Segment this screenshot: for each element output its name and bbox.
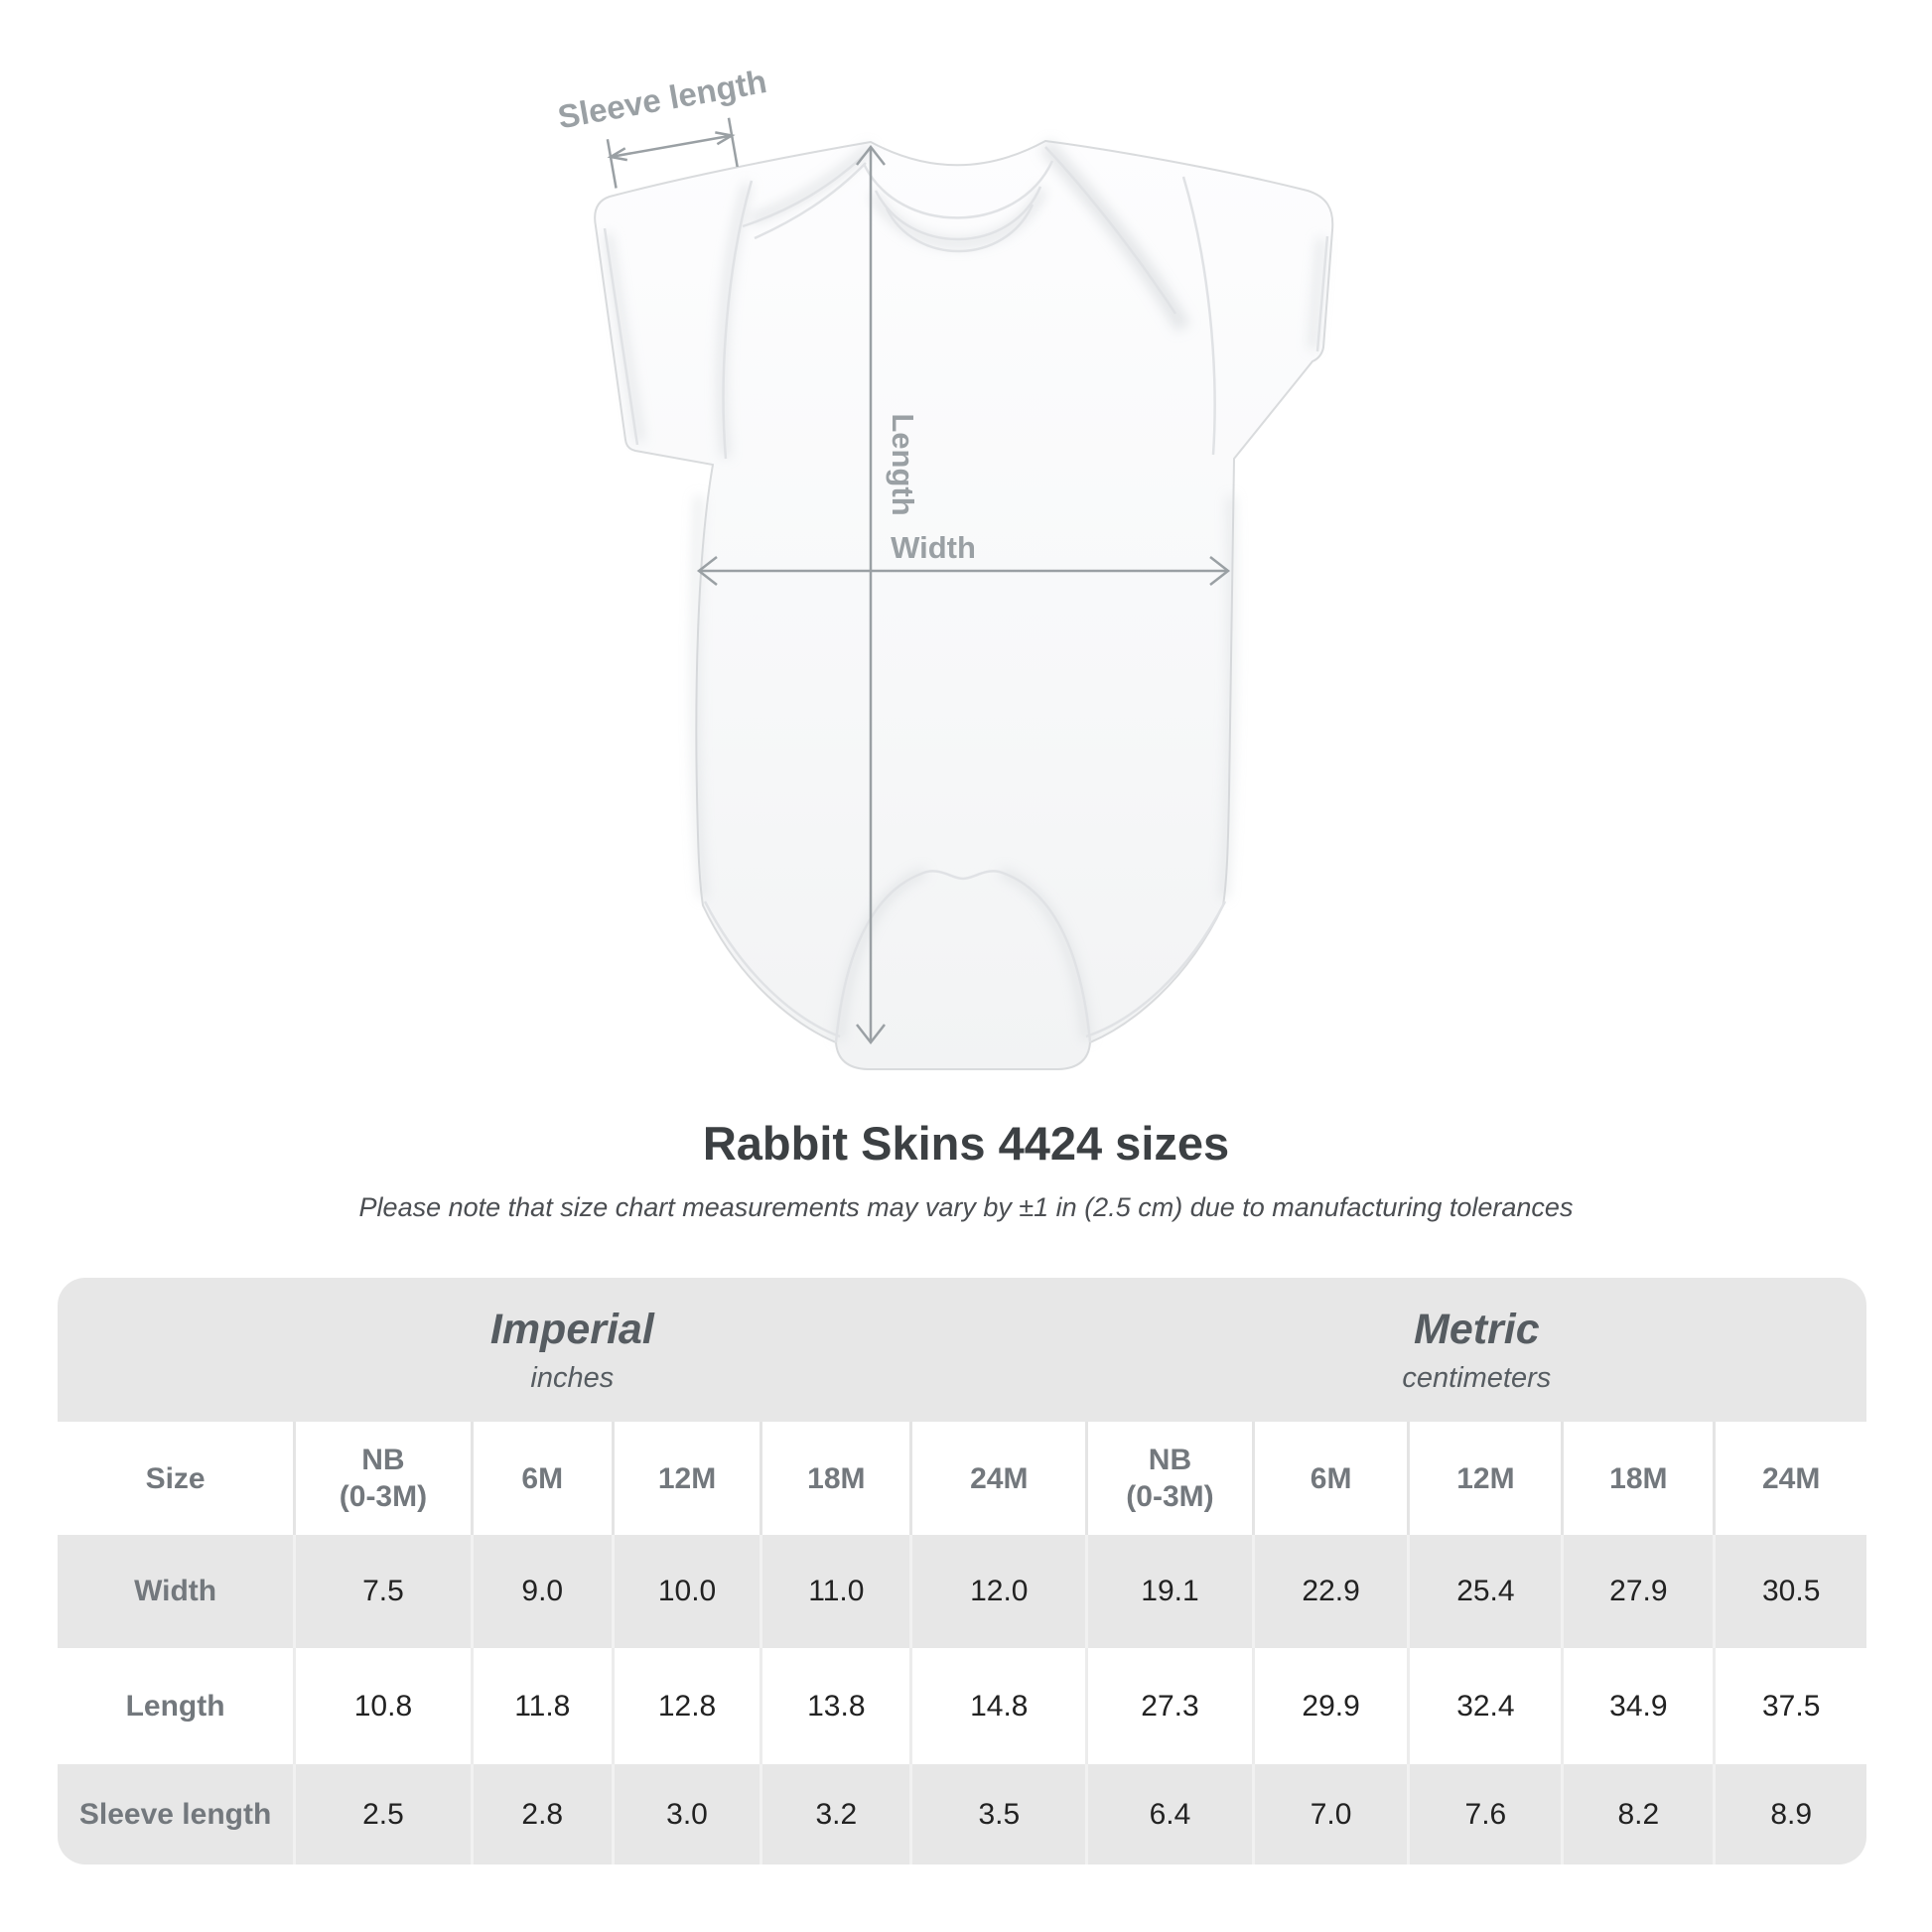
value-cell: 34.9 [1563,1648,1715,1764]
size-name: NB [361,1444,405,1476]
value-cell: 7.0 [1253,1764,1409,1864]
value-cell: 9.0 [472,1535,613,1648]
value-cell: 3.0 [613,1764,760,1864]
table-row-length [58,1648,1866,1764]
sleeve-length-label: Sleeve length [555,62,769,136]
size-name: NB [1148,1444,1192,1476]
page-title: Rabbit Skins 4424 sizes [702,1117,1230,1170]
col-header-imperial-nb [295,1422,473,1535]
row-label: Length [58,1648,295,1764]
row-label: Sleeve length [58,1764,295,1864]
value-cell: 10.0 [613,1535,760,1648]
col-header-metric-24m [1715,1422,1866,1535]
value-cell: 27.3 [1087,1648,1254,1764]
onesie-silhouette [595,141,1332,1069]
size-name: 6M [521,1461,564,1495]
size-name: 18M [1609,1461,1668,1495]
value-cell: 25.4 [1409,1535,1563,1648]
value-cell: 3.5 [911,1764,1087,1864]
metric-unit: centimeters [1402,1361,1552,1394]
width-label: Width [891,530,976,565]
col-header-metric-nb [1087,1422,1254,1535]
value-cell: 6.4 [1087,1764,1254,1864]
col-header-metric-12m [1409,1422,1563,1535]
value-cell: 22.9 [1253,1535,1409,1648]
value-cell: 12.0 [911,1535,1087,1648]
size-column-label: Size [58,1422,295,1535]
metric-title: Metric [1414,1305,1540,1353]
col-header-metric-18m [1563,1422,1715,1535]
metric-section-header [1087,1278,1866,1422]
col-header-imperial-24m [911,1422,1087,1535]
size-name: 24M [1762,1461,1821,1495]
size-name: 24M [970,1461,1029,1495]
col-header-imperial-6m [472,1422,613,1535]
size-range: (0-3M) [339,1480,428,1513]
unit-section-row [58,1278,1866,1422]
value-cell: 10.8 [295,1648,473,1764]
value-cell: 14.8 [911,1648,1087,1764]
length-label: Length [886,413,920,516]
tolerance-note: Please note that size chart measurements may vary by ±1 in (2.5 cm) due to manufacturing tolerances [358,1192,1574,1222]
imperial-section-header [58,1278,1087,1422]
value-cell: 27.9 [1563,1535,1715,1648]
size-name: 6M [1310,1461,1352,1495]
value-cell: 2.5 [295,1764,473,1864]
value-cell: 30.5 [1715,1535,1866,1648]
value-cell: 37.5 [1715,1648,1866,1764]
table-row-sleeve-length [58,1764,1866,1864]
imperial-unit: inches [530,1361,615,1394]
size-columns-row [58,1422,1866,1535]
value-cell: 12.8 [613,1648,760,1764]
table-row-width [58,1535,1866,1648]
value-cell: 19.1 [1087,1535,1254,1648]
size-name: 18M [807,1461,866,1495]
col-header-imperial-12m [613,1422,760,1535]
value-cell: 7.5 [295,1535,473,1648]
size-name: 12M [657,1461,717,1495]
value-cell: 8.2 [1563,1764,1715,1864]
size-name: 12M [1456,1461,1515,1495]
imperial-title: Imperial [489,1305,654,1353]
value-cell: 29.9 [1253,1648,1409,1764]
col-header-imperial-18m [761,1422,911,1535]
row-label: Width [58,1535,295,1648]
col-header-metric-6m [1253,1422,1409,1535]
value-cell: 13.8 [761,1648,911,1764]
size-range: (0-3M) [1126,1480,1214,1513]
onesie-illustration [595,141,1332,1069]
value-cell: 2.8 [472,1764,613,1864]
size-table [58,1278,1866,1864]
value-cell: 7.6 [1409,1764,1563,1864]
value-cell: 11.0 [761,1535,911,1648]
value-cell: 8.9 [1715,1764,1866,1864]
value-cell: 32.4 [1409,1648,1563,1764]
value-cell: 11.8 [472,1648,613,1764]
value-cell: 3.2 [761,1764,911,1864]
